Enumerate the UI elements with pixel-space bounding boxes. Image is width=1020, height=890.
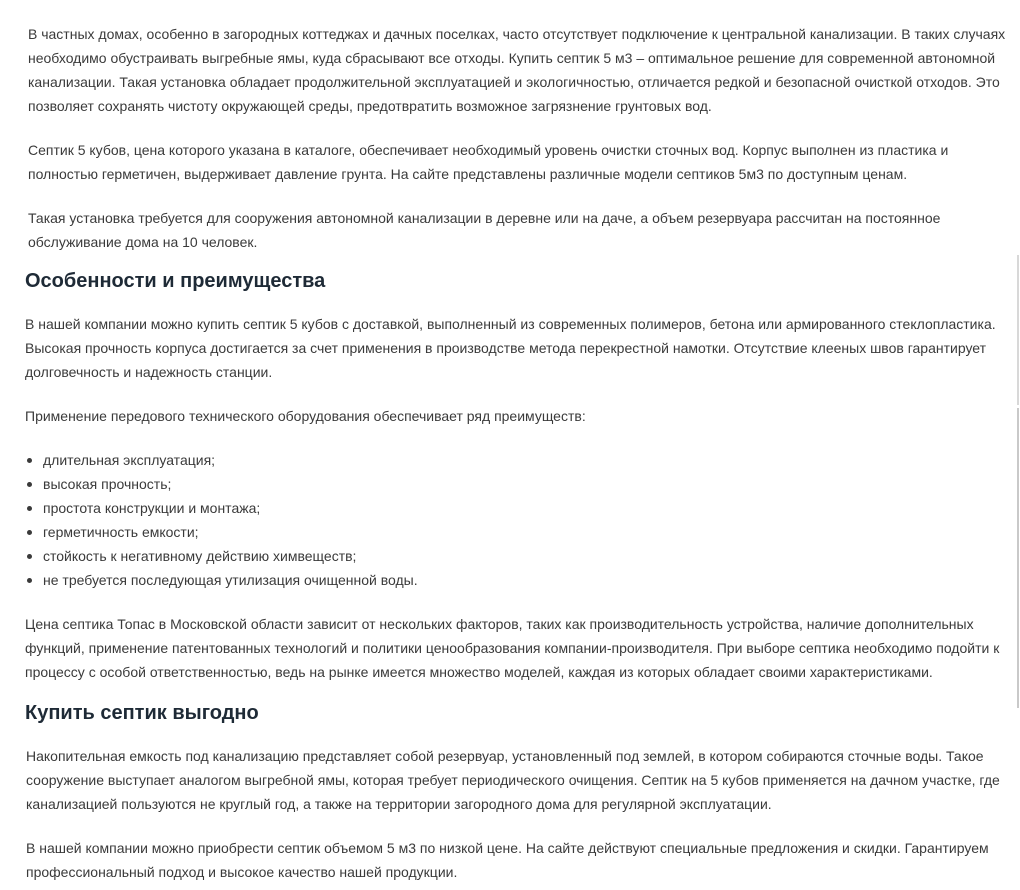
list-item [25, 448, 418, 472]
text-line: позволяет сохранять чистоту окружающей среды, предотвратить возможное загрязнение грунтовых вод. [28, 98, 712, 114]
list-item-text: стойкость к негативному действию химвеществ; [43, 548, 357, 564]
buy-paragraph-2 [26, 836, 989, 884]
edge-divider [1017, 255, 1019, 405]
list-item-text: не требуется последующая утилизация очищенной воды. [43, 572, 418, 588]
features-paragraph-3 [25, 612, 999, 684]
text-line: канализацией пользуются не круглый год, а также на территории загородного дома для регулярной эксплуатации. [26, 796, 772, 812]
text-line: В частных домах, особенно в загородных коттеджах и дачных поселках, часто отсутствует подключение к центральной канализации. В таких случаях [28, 26, 1006, 42]
intro-paragraph-3 [28, 206, 940, 254]
list-item-text: длительная эксплуатация; [43, 452, 216, 468]
buy-paragraph-1 [26, 744, 1000, 816]
text-line: долговечность и надежность станции. [25, 364, 273, 380]
advantages-list [25, 448, 418, 592]
text-line: Накопительная емкость под канализацию представляет собой резервуар, установленный под землей, в котором собираются сточные воды. Такое [26, 748, 984, 764]
text-line: необходимо обустраивать выгребные ямы, куда сбрасывают все отходы. Купить септик 5 м3 – оптимальное решение для современной автономной [28, 50, 996, 66]
text-line: канализации. Такая установка обладает продолжительной эксплуатацией и экологичностью, отличается редкой и безопасной очисткой отходов. Это [28, 74, 1000, 90]
text-line: обслуживание дома на 10 человек. [28, 234, 258, 250]
intro-paragraph-1 [28, 22, 1005, 118]
text-line: Цена септика Топас в Московской области зависит от нескольких факторов, таких как производительность устройства, наличие дополнительных [25, 616, 974, 632]
text-line: В нашей компании можно купить септик 5 кубов с доставкой, выполненный из современных полимеров, бетона или армированного стеклопластика. [25, 316, 996, 332]
list-item [25, 544, 418, 568]
text-line: функций, применение патентованных технологий и политики ценообразования компании-производителя. При выборе септика необходимо подойти к [25, 640, 1000, 656]
edge-divider [1017, 408, 1019, 708]
features-paragraph-1 [25, 312, 996, 384]
text-line: сооружение выступает аналогом выгребной ямы, которая требует периодического очищения. Септик на 5 кубов применяется на дачном участке, где [26, 772, 1000, 788]
features-paragraph-2: Применение передового технического оборудования обеспечивает ряд преимуществ: [25, 408, 586, 424]
bullet-icon [27, 506, 32, 511]
bullet-icon [27, 578, 32, 583]
list-item [25, 568, 418, 592]
list-item-text: высокая прочность; [43, 476, 172, 492]
section-heading-features: Особенности и преимущества [25, 270, 326, 292]
text-line: профессиональный подход и высокое качество нашей продукции. [26, 864, 458, 880]
list-item [25, 472, 418, 496]
bullet-icon [27, 458, 32, 463]
bullet-icon [27, 482, 32, 487]
text-line: полностью герметичен, выдерживает давление грунта. На сайте представлены различные модели септиков 5м3 по доступным ценам. [28, 166, 908, 182]
text-line: Септик 5 кубов, цена которого указана в каталоге, обеспечивает необходимый уровень очистки сточных вод. Корпус выполнен из пластика и [28, 142, 949, 158]
bullet-icon [27, 530, 32, 535]
text-line: Высокая прочность корпуса достигается за счет применения в производстве метода перекрестной намотки. Отсутствие клееных швов гарантирует [25, 340, 987, 356]
bullet-icon [27, 554, 32, 559]
list-item [25, 520, 418, 544]
list-item-text: герметичность емкости; [43, 524, 199, 540]
intro-paragraph-2 [28, 138, 948, 186]
text-line: Такая установка требуется для сооружения автономной канализации в деревне или на даче, а объем резервуара рассчитан на постоянное [28, 210, 941, 226]
section-heading-buy: Купить септик выгодно [25, 702, 259, 724]
text-line: процессу с особой ответственностью, ведь на рынке имеется множество моделей, каждая из которых обладает своими характеристиками. [25, 664, 933, 680]
list-item-text: простота конструкции и монтажа; [43, 500, 261, 516]
text-line: В нашей компании можно приобрести септик объемом 5 м3 по низкой цене. На сайте действуют специальные предложения и скидки. Гарантируем [26, 840, 989, 856]
list-item [25, 496, 418, 520]
